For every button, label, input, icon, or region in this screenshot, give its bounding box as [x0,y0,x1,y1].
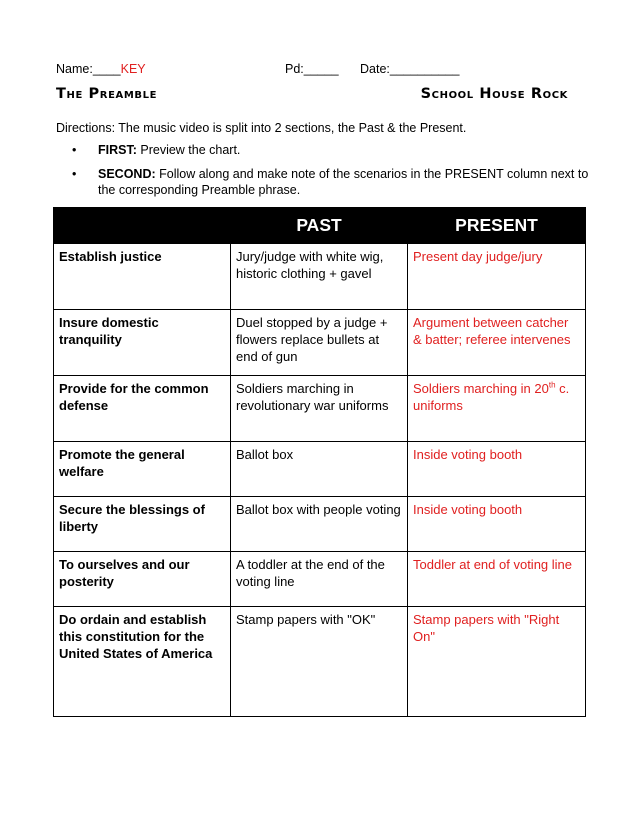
present-scenario: Present day judge/jury [408,244,586,310]
present-scenario-text: Soldiers marching in 20 [413,381,549,396]
past-scenario: Duel stopped by a judge + flowers replace bullets at end of gun [231,310,408,376]
directions-text: Directions: The music video is split into 2 sections, the Past & the Present. [56,121,467,135]
header-present-column: PRESENT [408,208,586,244]
past-scenario: Soldiers marching in revolutionary war uniforms [231,376,408,442]
table-row [54,442,586,497]
table-row [54,376,586,442]
table-row [54,244,586,310]
table-row [54,310,586,376]
worksheet-subtitle: School House Rock [420,86,568,102]
preamble-phrase: Establish justice [54,244,231,310]
present-scenario: Inside voting booth [408,497,586,552]
present-scenario [408,376,586,442]
bullet-icon: • [72,143,77,157]
table-row [54,607,586,717]
past-scenario: Ballot box [231,442,408,497]
instruction-step-text: Preview the chart. [136,143,241,157]
instruction-step-text: Follow along and make note of the scenarios in the PRESENT column next to the corresponding Preamble phrase. [98,167,589,197]
name-value: KEY [120,62,146,76]
present-scenario: Inside voting booth [408,442,586,497]
name-label: Name:____ [56,62,121,76]
preamble-phrase: Promote the general welfare [54,442,231,497]
present-scenario: Stamp papers with "Right On" [408,607,586,717]
preamble-phrase: Provide for the common defense [54,376,231,442]
instruction-item [72,166,592,198]
present-scenario: Argument between catcher & batter; referee intervenes [408,310,586,376]
preamble-chart [53,207,586,717]
ordinal-suffix: th [548,380,556,390]
present-scenario-text-cont: c. uniforms [413,381,570,413]
title-row [0,86,638,106]
name-field [56,62,146,76]
instruction-list [72,142,592,198]
chart-header-row [54,208,586,244]
bullet-icon: • [72,167,77,181]
instruction-step-label: SECOND: [98,167,156,181]
past-scenario: Stamp papers with "OK" [231,607,408,717]
period-field: Pd:_____ [285,62,339,76]
worksheet-title: The Preamble [56,86,158,102]
table-row [54,497,586,552]
preamble-phrase: To ourselves and our posterity [54,552,231,607]
past-scenario: A toddler at the end of the voting line [231,552,408,607]
header-past-column: PAST [231,208,408,244]
header-phrase-column [54,208,231,244]
past-scenario: Jury/judge with white wig, historic clothing + gavel [231,244,408,310]
preamble-phrase: Insure domestic tranquility [54,310,231,376]
instruction-item [72,142,592,158]
date-field: Date:__________ [360,62,460,76]
present-scenario: Toddler at end of voting line [408,552,586,607]
preamble-phrase: Do ordain and establish this constitution for the United States of America [54,607,231,717]
past-scenario: Ballot box with people voting [231,497,408,552]
preamble-phrase: Secure the blessings of liberty [54,497,231,552]
instruction-step-label: FIRST: [98,143,137,157]
table-row [54,552,586,607]
